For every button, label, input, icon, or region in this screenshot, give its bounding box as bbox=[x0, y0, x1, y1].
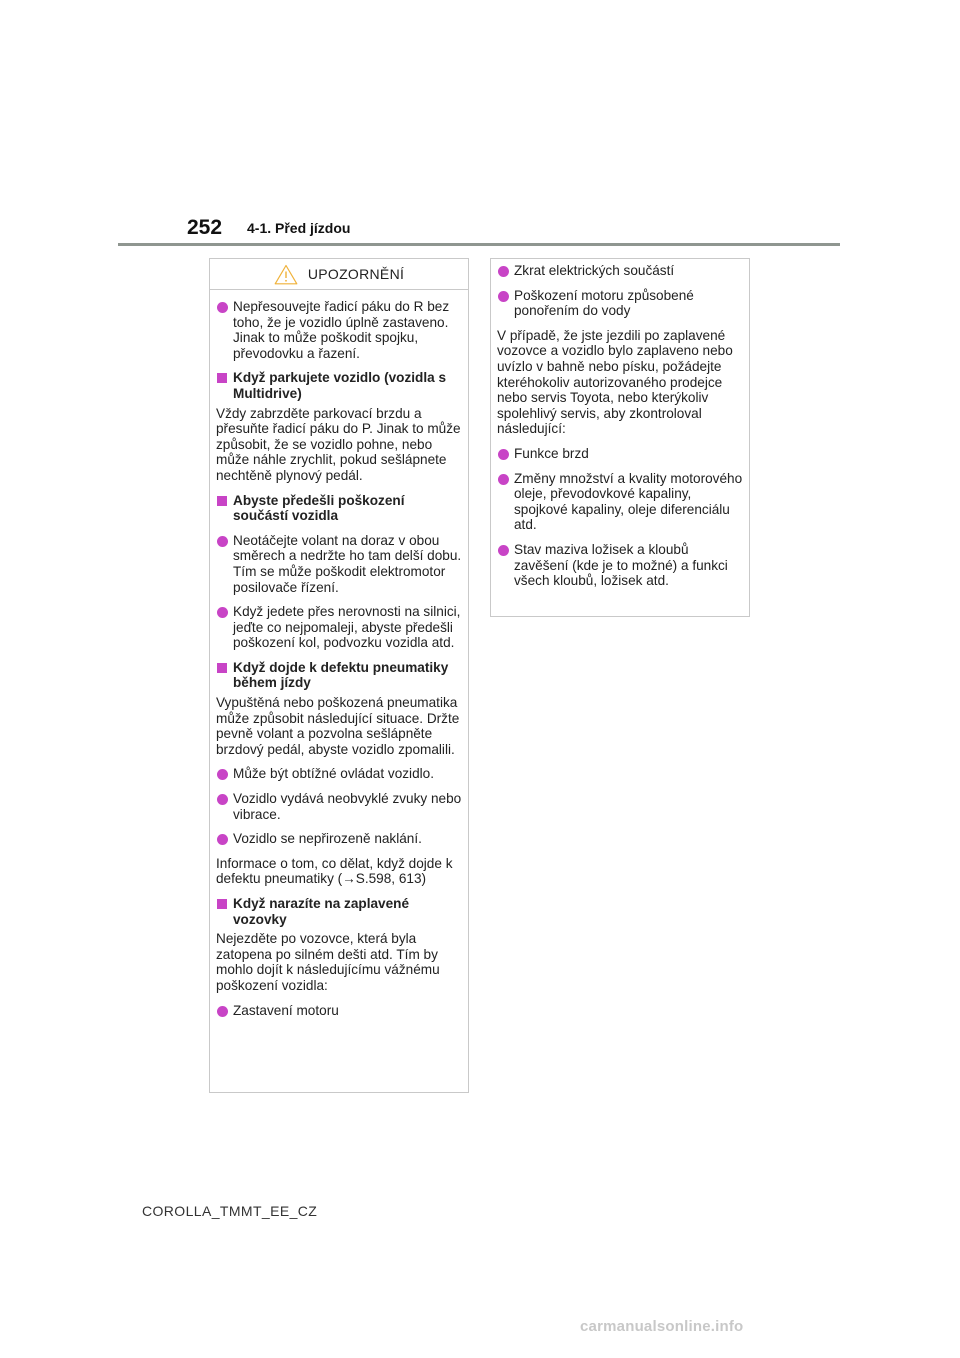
square-bullet-icon bbox=[217, 663, 227, 673]
document-code: COROLLA_TMMT_EE_CZ bbox=[142, 1203, 318, 1219]
page-number: 252 bbox=[187, 216, 223, 239]
list-item bbox=[497, 263, 744, 279]
list-item bbox=[497, 446, 744, 462]
paragraph-text: Informace o tom, co dělat, když dojde k defektu pneumatiky (→S.598, 613) bbox=[216, 855, 453, 887]
bullet-dot-icon bbox=[217, 1006, 228, 1017]
list-item bbox=[216, 299, 463, 361]
watermark: carmanualsonline.info bbox=[580, 1318, 744, 1335]
paragraph-text: Nejezděte po vozovce, která byla zatopena po silném dešti atd. Tím by mohlo dojít k následujícímu vážnému poškození vozidla: bbox=[216, 931, 440, 993]
bullet-dot-icon bbox=[498, 474, 509, 485]
list-item-text: Poškození motoru způsobené ponořením do vody bbox=[514, 287, 694, 319]
list-item-text: Funkce brzd bbox=[514, 445, 589, 461]
bullet-dot-icon bbox=[498, 545, 509, 556]
list-item-text: Změny množství a kvality motorového oleje, převodovkové kapaliny, spojkové kapaliny, oleje diferenciálu atd. bbox=[514, 470, 743, 533]
bullet-dot-icon bbox=[217, 302, 228, 313]
list-item-text: Zastavení motoru bbox=[233, 1002, 339, 1018]
list-item-text: Zkrat elektrických součástí bbox=[514, 263, 675, 278]
paragraph-text: Vždy zabrzděte parkovací brzdu a přesuňte řadicí páku do P. Jinak to může způsobit, že se vozidlo pohne, nebo může náhle zrychlit, pokud sešlápnete nechtěně plynový pedál. bbox=[216, 405, 461, 483]
list-item bbox=[497, 471, 744, 533]
bullet-dot-icon bbox=[217, 536, 228, 547]
section-title: 4-1. Před jízdou bbox=[247, 220, 351, 236]
list-item bbox=[216, 791, 463, 822]
warning-header bbox=[210, 259, 468, 290]
subsection-heading-text: Abyste předešli poškození součástí vozidla bbox=[233, 492, 405, 524]
list-item bbox=[216, 831, 463, 847]
list-item bbox=[216, 766, 463, 782]
paragraph bbox=[497, 328, 744, 437]
square-bullet-icon bbox=[217, 899, 227, 909]
list-item bbox=[216, 533, 463, 595]
warning-content-left bbox=[216, 299, 463, 1018]
list-item-text: Neotáčejte volant na doraz v obou směrech a nedržte ho tam delší dobu. Tím se může poškodit elektromotor posilovače řízení. bbox=[233, 532, 462, 595]
bullet-dot-icon bbox=[217, 769, 228, 780]
warning-title: UPOZORNĚNÍ bbox=[307, 266, 405, 282]
subsection-heading-text: Když narazíte na zaplavené vozovky bbox=[233, 896, 410, 927]
header-rule bbox=[118, 243, 840, 246]
warning-content-right bbox=[497, 263, 744, 589]
list-item bbox=[497, 288, 744, 319]
list-item-text: Když jedete přes nerovnosti na silnici, jeďte co nejpomaleji, abyste předešli poškození kol, podvozku vozidla atd. bbox=[233, 604, 461, 651]
subsection-heading bbox=[216, 493, 463, 524]
paragraph-text: Vypuštěná nebo poškozená pneumatika může způsobit následující situace. Držte pevně volant a pozvolna sešlápněte brzdový pedál, abyste vozidlo zpomalili. bbox=[216, 695, 460, 757]
bullet-dot-icon bbox=[498, 266, 509, 277]
paragraph bbox=[216, 695, 463, 757]
paragraph bbox=[216, 406, 463, 484]
list-item bbox=[216, 1003, 463, 1019]
square-bullet-icon bbox=[217, 496, 227, 506]
warning-triangle-icon bbox=[274, 264, 298, 285]
paragraph bbox=[216, 931, 463, 993]
list-item-text: Vozidlo se nepřirozeně naklání. bbox=[233, 831, 422, 847]
subsection-heading bbox=[216, 660, 463, 691]
subsection-heading-text: Když dojde k defektu pneumatiky během jízdy bbox=[233, 659, 449, 691]
warning-box-right bbox=[490, 258, 750, 617]
subsection-heading bbox=[216, 370, 463, 401]
bullet-dot-icon bbox=[217, 794, 228, 805]
subsection-heading bbox=[216, 896, 463, 927]
bullet-dot-icon bbox=[498, 291, 509, 302]
warning-box-left bbox=[209, 258, 469, 1093]
list-item-text: Stav maziva ložisek a kloubů zavěšení (kde je to možné) a funkci všech kloubů, ložisek atd. bbox=[514, 541, 728, 589]
subsection-heading-text: Když parkujete vozidlo (vozidla s Multidrive) bbox=[233, 370, 447, 401]
paragraph bbox=[216, 856, 463, 887]
list-item bbox=[497, 542, 744, 589]
bullet-dot-icon bbox=[498, 449, 509, 460]
bullet-dot-icon bbox=[217, 607, 228, 618]
list-item bbox=[216, 604, 463, 651]
list-item-text: Vozidlo vydává neobvyklé zvuky nebo vibrace. bbox=[233, 791, 462, 822]
paragraph-text: V případě, že jste jezdili po zaplavené vozovce a vozidlo bylo zaplaveno nebo uvízlo v bahně nebo písku, požádejte kteréhokoliv autorizovaného prodejce nebo servis Toyota, nebo kterýkoliv spolehlivý servis, aby zkontroloval následující: bbox=[497, 327, 733, 437]
list-item-text: Nepřesouvejte řadicí páku do R bez toho, že je vozidlo úplně zastaveno. Jinak to může poškodit spojku, převodovku a řazení. bbox=[233, 299, 450, 361]
square-bullet-icon bbox=[217, 373, 227, 383]
bullet-dot-icon bbox=[217, 834, 228, 845]
list-item-text: Může být obtížné ovládat vozidlo. bbox=[233, 766, 434, 782]
